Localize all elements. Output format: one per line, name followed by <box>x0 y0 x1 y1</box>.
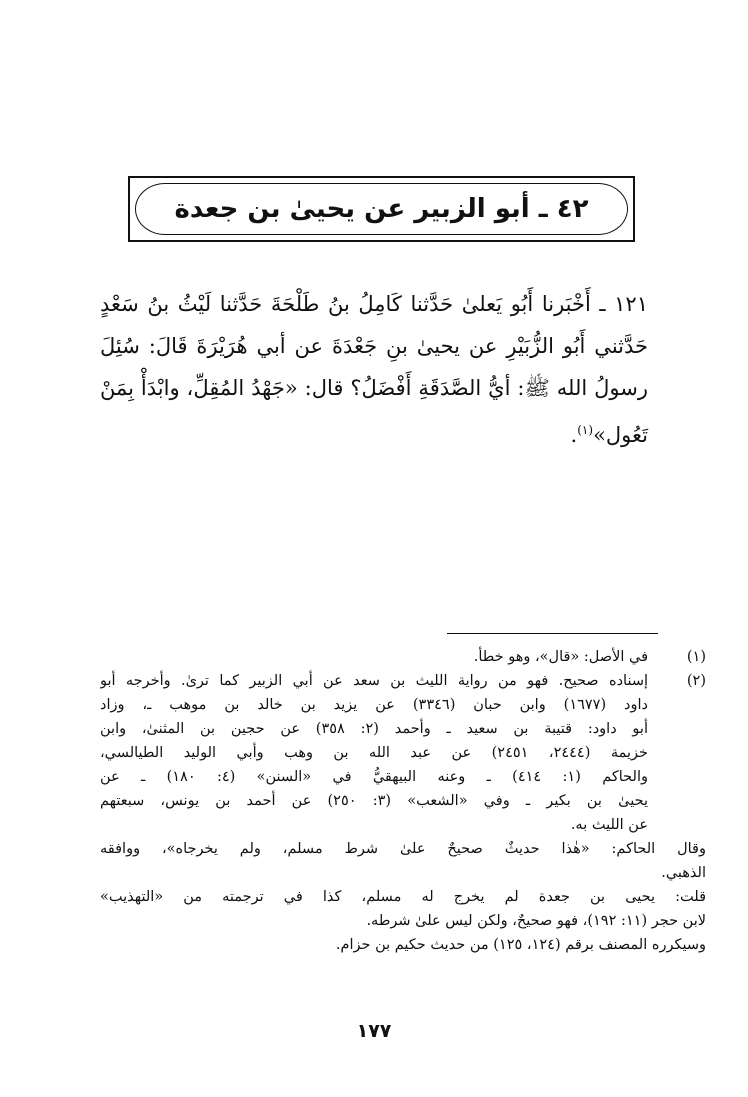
hadith-line: حَدَّثني أَبُو الزُّبَيْرِ عن يحيىٰ بنِ جَعْدَةَ عن أبي هُرَيْرَةَ قَالَ: سُئِلَ <box>100 334 648 358</box>
footnote-marker: (١) <box>577 423 594 437</box>
hadith-text <box>100 283 648 456</box>
footnote-number: (١) <box>686 649 706 665</box>
hadith-line-end: تَعُول» <box>593 423 648 447</box>
footnote-line: وقال الحاكم: «هٰذا حديثٌ صحيحٌ علىٰ شرط مسلم، ولم يخرجاه»، ووافقه <box>100 841 706 857</box>
hadith-line: ١٢١ ـ أَخْبَرنا أَبُو يَعلىٰ حَدَّثنا كَامِلُ بنُ طَلْحَةَ حَدَّثنا لَيْثُ بنُ سَعْدٍ <box>100 292 648 316</box>
footnote-1 <box>100 645 706 669</box>
footnote-line: وسيكرره المصنف برقم (١٢٤، ١٢٥) من حديث حكيم بن حزام. <box>335 937 706 953</box>
page-number: ١٧٧ <box>356 1020 392 1042</box>
footnote-line: يحيىٰ بن بكير ـ وفي «الشعب» (٣: ٢٥٠) عن أحمد بن يونس، سبعتهم <box>100 793 648 809</box>
footnote-body <box>100 669 666 837</box>
footnote-line: في الأصل: «قال»، وهو خطأ. <box>473 649 648 665</box>
footnote-body <box>100 645 666 669</box>
footnote-line: لابن حجر (١١: ١٩٢)، فهو صحيحٌ، ولكن ليس علىٰ شرطه. <box>366 913 706 929</box>
footnote-line: والحاكم (١: ٤١٤) ـ وعنه البيهقيُّ في «السنن» (٤: ١٨٠) ـ عن <box>100 769 648 785</box>
footnote-line: أبو داود: قتيبة بن سعيد ـ وأحمد (٢: ٣٥٨) عن حجين بن المثنىٰ، وابن <box>100 721 648 737</box>
footnote-line: عن الليث به. <box>570 817 648 833</box>
chapter-title-frame <box>128 176 635 242</box>
footnote-line: قلت: يحيى بن جعدة لم يخرج له مسلم، كذا في ترجمته من «التهذيب» <box>100 889 706 905</box>
footnote-number: (٢) <box>686 673 706 689</box>
footnote-line: خزيمة (٢٤٤٤، ٢٤٥١) عن عبد الله بن وهب وأبي الوليد الطيالسي، <box>100 745 648 761</box>
footnote-line: الذهبي. <box>661 865 706 881</box>
chapter-title: ٤٢ ـ أبو الزبير عن يحيىٰ بن جعدة <box>174 194 589 224</box>
footnote-separator <box>447 633 658 634</box>
footnote-body <box>100 837 706 957</box>
hadith-last-line <box>100 409 648 456</box>
hadith-end-punctuation: . <box>570 423 578 447</box>
footnote-line: داود (١٦٧٧) وابن حبان (٣٣٤٦) عن يزيد بن خالد بن موهب ـ، وزاد <box>100 697 648 713</box>
hadith-line: رسولُ الله ﷺ: أيُّ الصَّدَقَةِ أَفْضَلُ؟ قال: «جَهْدُ المُقِلِّ، وابْدَأْ بِمَنْ <box>100 376 648 400</box>
footnote-line: إسناده صحيح. فهو من رواية الليث بن سعد عن أبي الزبير كما ترىٰ. وأخرجه أبو <box>100 673 648 689</box>
footnote-2 <box>100 669 706 837</box>
footnote-2-paragraph <box>100 837 706 957</box>
footnotes <box>100 645 706 957</box>
